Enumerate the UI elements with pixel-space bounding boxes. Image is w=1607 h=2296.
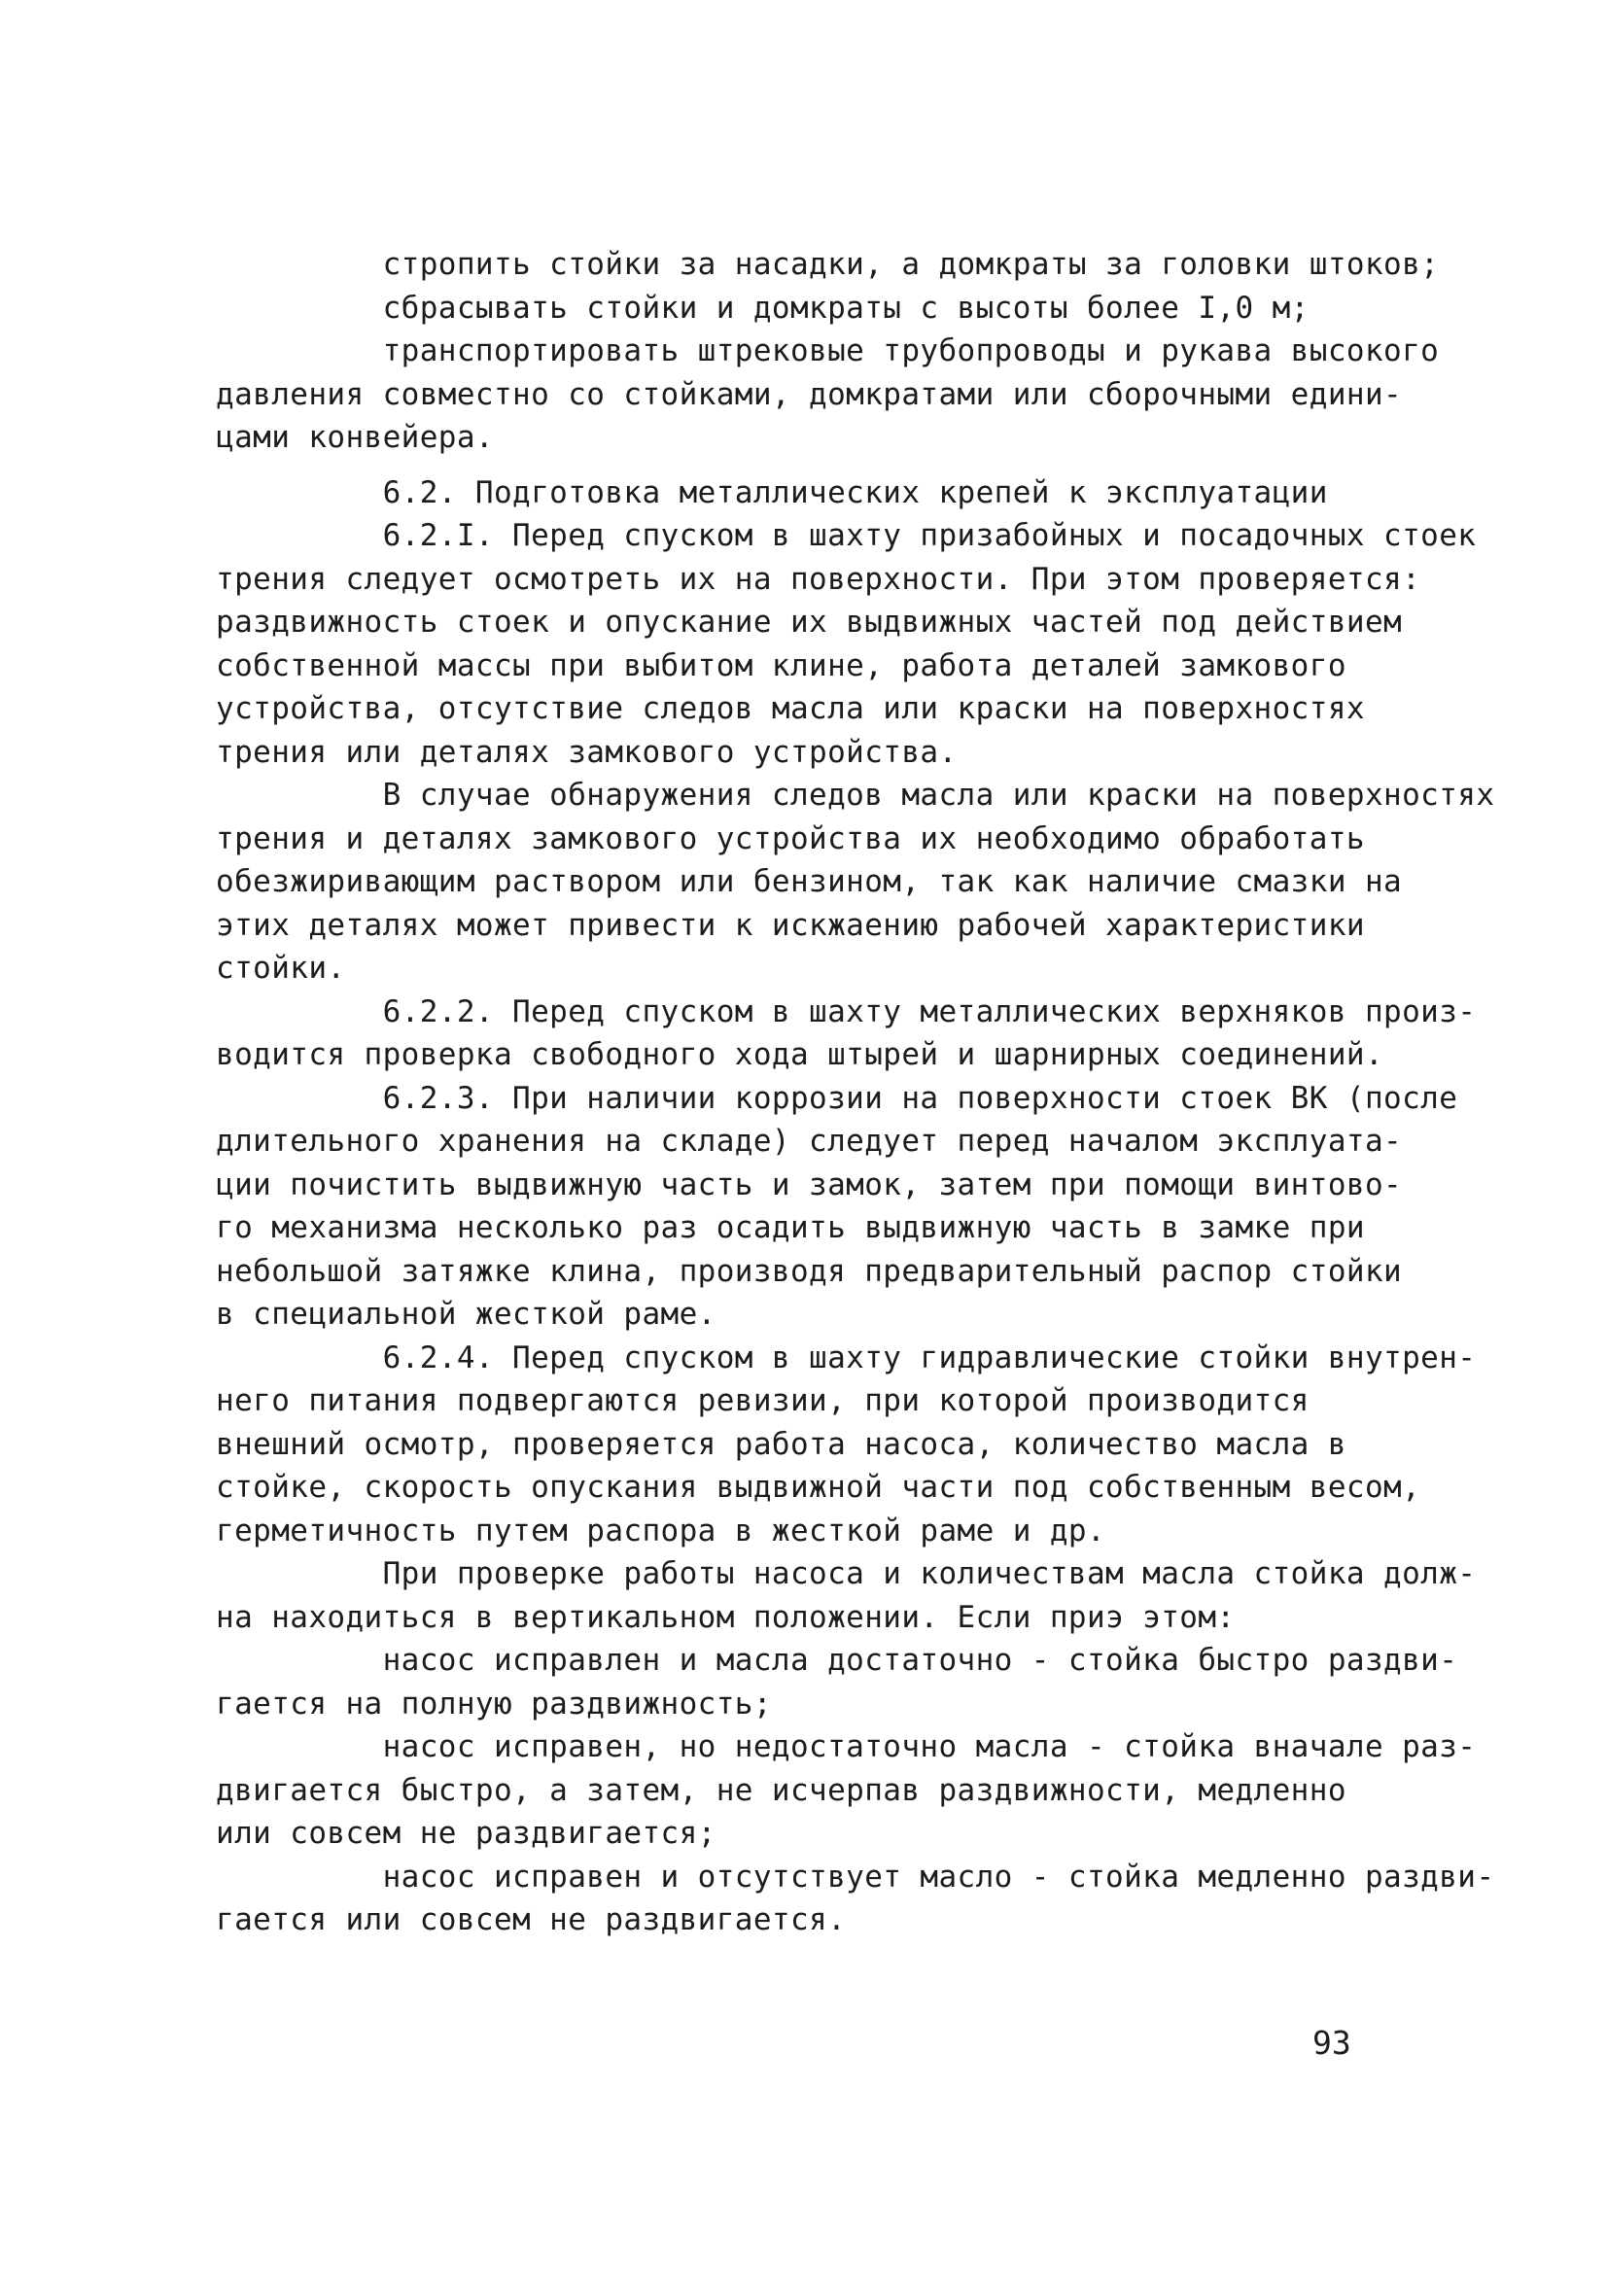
text-line: длительного хранения на складе) следует перед началом эксплуата- [216, 1124, 1403, 1159]
text-line: небольшой затяжке клина, производя предварительный распор стойки [216, 1253, 1403, 1289]
text-line: 6.2.I. Перед спуском в шахту призабойных и посадочных стоек [216, 518, 1477, 553]
text-line: в специальной жесткой раме. [216, 1297, 716, 1332]
text-line: гается или совсем не раздвигается. [216, 1902, 847, 1937]
text-line: насос исправлен и масла достаточно - стойка быстро раздви- [216, 1643, 1458, 1678]
text-line: насос исправен, но недостаточно масла - стойка вначале раз- [216, 1729, 1477, 1764]
text-line: давления совместно со стойками, домкратами или сборочными едини- [216, 376, 1403, 412]
text-line: транспортировать штрековые трубопроводы и рукава высокого [216, 333, 1440, 368]
text-line: трения и деталях замкового устройства их необходимо обработать [216, 820, 1365, 856]
text-line: гается на полную раздвижность; [216, 1686, 772, 1722]
text-line: двигается быстро, а затем, не исчерпав раздвижности, медленно [216, 1772, 1346, 1808]
text-line: 6.2.2. Перед спуском в шахту металлических верхняков произ- [216, 993, 1477, 1029]
text-line: на находиться в вертикальном положении. Если приэ этом: [216, 1599, 1236, 1635]
text-line: трения или деталях замкового устройства. [216, 734, 958, 770]
text-line: В случае обнаружения следов масла или краски на поверхностях [216, 778, 1495, 813]
text-line: 6.2.3. При наличии коррозии на поверхности стоек ВК (после [216, 1080, 1458, 1116]
section-heading: 6.2. Подготовка металлических крепей к эксплуатации [216, 474, 1328, 510]
text-line: При проверке работы насоса и количествам масла стойка долж- [216, 1556, 1477, 1591]
text-line: го механизма несколько раз осадить выдвижную часть в замке при [216, 1210, 1365, 1245]
paragraph-gap [216, 460, 1382, 471]
text-line: сбрасывать стойки и домкраты с высоты более I,0 м; [216, 290, 1310, 326]
text-line: или совсем не раздвигается; [216, 1816, 716, 1851]
text-line: водится проверка свободного хода штырей и шарнирных соединений. [216, 1037, 1384, 1072]
text-line: раздвижность стоек и опускание их выдвижных частей под действием [216, 605, 1403, 640]
text-line: устройства, отсутствие следов масла или краски на поверхностях [216, 691, 1365, 726]
text-line: стойке, скорость опускания выдвижной части под собственным весом, [216, 1470, 1421, 1505]
text-line: стойки. [216, 951, 346, 986]
body-text [216, 243, 1495, 1942]
text-line: обезжиривающим раствором или бензином, так как наличие смазки на [216, 864, 1403, 899]
text-line: стропить стойки за насадки, а домкраты за головки штоков; [216, 247, 1440, 282]
text-line: насос исправен и отсутствует масло - стойка медленно раздви- [216, 1859, 1495, 1895]
page-number: 93 [1312, 2024, 1351, 2062]
text-line: трения следует осмотреть их на поверхности. При этом проверяется: [216, 561, 1421, 597]
text-line: этих деталях может привести к искжаению рабочей характеристики [216, 907, 1365, 943]
text-line: него питания подвергаются ревизии, при которой производится [216, 1383, 1310, 1418]
text-line: цами конвейера. [216, 420, 494, 455]
text-line: внешний осмотр, проверяется работа насоса, количество масла в [216, 1426, 1346, 1462]
text-line: герметичность путем распора в жесткой раме и др. [216, 1513, 1106, 1548]
text-line: 6.2.4. Перед спуском в шахту гидравлические стойки внутрен- [216, 1339, 1477, 1375]
text-line: ции почистить выдвижную часть и замок, затем при помощи винтово- [216, 1166, 1403, 1202]
text-line: собственной массы при выбитом клине, работа деталей замкового [216, 647, 1346, 683]
